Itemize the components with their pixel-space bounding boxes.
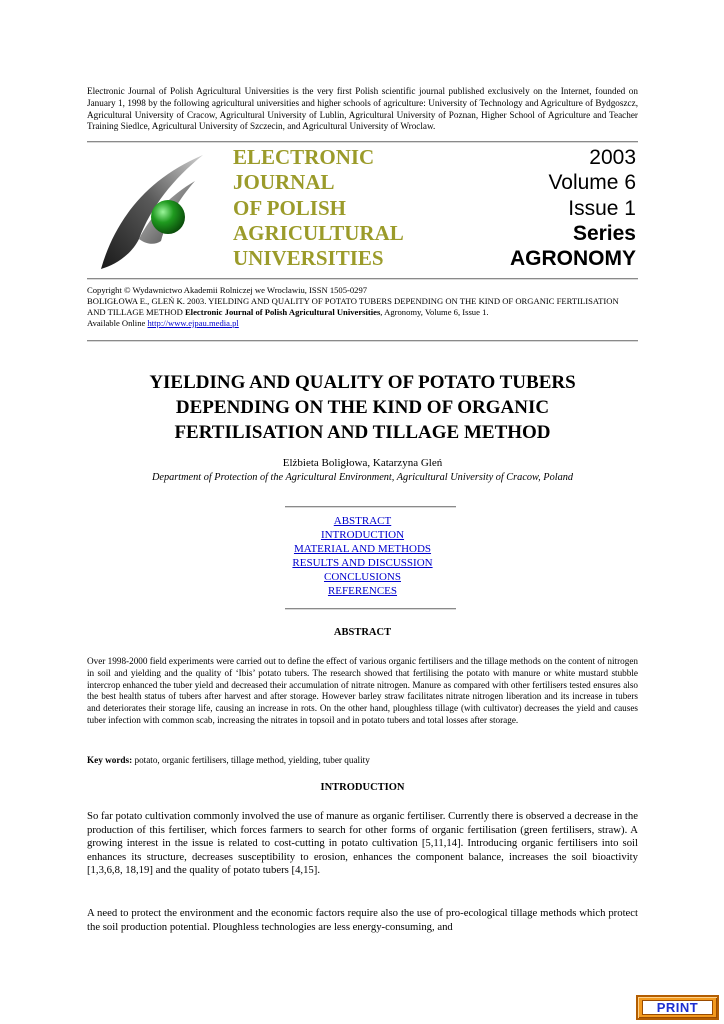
introduction-heading: INTRODUCTION	[320, 782, 405, 793]
issue-number: Issue 1	[568, 196, 636, 220]
issue-year: 2003	[589, 146, 636, 169]
journal-logo-icon	[95, 149, 210, 274]
article-title	[87, 370, 638, 445]
toc-link-conclusions[interactable]: CONCLUSIONS	[323, 571, 401, 583]
online-line	[87, 318, 638, 329]
masthead-bottom-rule	[87, 278, 638, 280]
keywords-label: Key words:	[87, 755, 133, 765]
reference-text: BOLIGŁOWA E., GLEŃ K. 2003. YIELDING AND QUALITY OF POTATO TUBERS DEPENDING ON THE KIND OF ORGANIC FERTILISATION AND TILLAGE METHOD	[87, 296, 619, 317]
toc-bottom-rule	[285, 608, 456, 610]
article-title-line: FERTILISATION AND TILLAGE METHOD	[174, 422, 551, 443]
series-label: Series	[572, 221, 636, 245]
masthead-top-rule	[87, 141, 638, 143]
journal-name-line: JOURNAL	[233, 170, 335, 195]
online-label: Available Online	[87, 318, 148, 328]
journal-name	[233, 145, 453, 271]
journal-name-line: ELECTRONIC	[233, 145, 375, 169]
article-title-line: DEPENDING ON THE KIND OF ORGANIC	[175, 397, 550, 418]
toc-link-material-methods[interactable]: MATERIAL AND METHODS	[293, 543, 432, 555]
introduction-paragraph: So far potato cultivation commonly involved the use of manure as organic fertiliser. Currently there is observed a decrease in the production of this fertiliser, which forces farmers to search for other forms of organic fertilisation (green fertilisers, straw). A growing interest in the issue is related to cost-cutting in potato cultivation [5,11,14]. Introducing organic fertilisers into soil enhances its structure, decreases susceptibility to erosion, enhances the component balance, increases the soil bioactivity [1,3,6,8, 18,19] and the quality of potato tubers [4,15].	[87, 810, 638, 877]
series-name: AGRONOMY	[510, 247, 636, 271]
reference-journal: Electronic Journal of Polish Agricultural Universities	[184, 307, 381, 317]
toc-link-results-discussion[interactable]: RESULTS AND DISCUSSION	[292, 557, 433, 569]
toc-top-rule	[285, 506, 456, 508]
keywords-line	[87, 755, 638, 767]
citation-bottom-rule	[87, 340, 638, 342]
keywords-text: potato, organic fertilisers, tillage method, yielding, tuber quality	[132, 755, 370, 765]
toc-link-introduction[interactable]: INTRODUCTION	[320, 529, 405, 541]
reference-suffix: , Agronomy, Volume 6, Issue 1.	[380, 307, 489, 317]
print-button-label: PRINT	[642, 1000, 713, 1015]
article-authors: Elżbieta Boligłowa, Katarzyna Gleń	[282, 457, 443, 469]
abstract-heading: ABSTRACT	[333, 627, 392, 638]
article-affiliation: Department of Protection of the Agricultural Environment, Agricultural University of Cracow, Poland	[151, 472, 574, 483]
article-title-line: YIELDING AND QUALITY OF POTATO TUBERS	[149, 372, 576, 393]
introduction-paragraph: A need to protect the environment and the economic factors require also the use of pro-ecological tillage methods which protect the soil production potential. Ploughless technologies are less energy-consuming, and	[87, 907, 638, 933]
citation-block	[87, 285, 638, 329]
journal-name-line: AGRICULTURAL	[233, 220, 404, 245]
reference-line	[87, 296, 638, 318]
copyright-line: Copyright © Wydawnictwo Akademii Rolniczej we Wroclawiu, ISSN 1505-0297	[87, 285, 368, 295]
online-url-link[interactable]: http://www.ejpau.media.pl	[147, 318, 239, 328]
issue-volume: Volume 6	[548, 171, 636, 195]
journal-name-line: UNIVERSITIES	[233, 246, 384, 271]
toc-link-references[interactable]: REFERENCES	[327, 585, 398, 597]
journal-intro-text: Electronic Journal of Polish Agricultural Universities is the very first Polish scientific journal published exclusively on the Internet, founded on January 1, 1998 by the following agricultural universities and higher schools of agriculture: University of Technology and Agriculture of Bydgoszcz, Agricultural University of Cracow, Agricultural University of Lublin, Agricultural University of Poznan, Higher School of Agriculture and Teacher Training Siedlce, Agricultural University of Szczecin, and Agricultural University of Wroclaw.	[87, 86, 638, 132]
table-of-contents	[87, 514, 638, 598]
abstract-text: Over 1998-2000 field experiments were carried out to define the effect of various organic fertilisers and the tillage methods on the content of nitrogen in soil and yielding and the quality of ‘Ibis’ potato tubers. The research showed that fertilising the potato with manure or white mustard stubble intercrop enhanced the tuber yield and decreased their accumulation of nitrate nitrogen. Manure as compared with other fertilisers tested ensures also the best health status of tubers after harvest and after storage. However barley straw facilitates nitrate nitrogen liberation and its increase in tubers and deteriorates their storage life, causing an increase in rots. On the other hand, ploughless tillage (with cultivator) decreases the yield and causes tuber infection with common scab, increasing the nitrates in topsoil and in potato tubers and total losses after storage.	[87, 656, 638, 725]
issue-info	[456, 145, 636, 271]
toc-link-abstract[interactable]: ABSTRACT	[333, 515, 392, 527]
print-button[interactable]	[636, 995, 719, 1020]
journal-name-line: OF POLISH	[233, 195, 346, 220]
